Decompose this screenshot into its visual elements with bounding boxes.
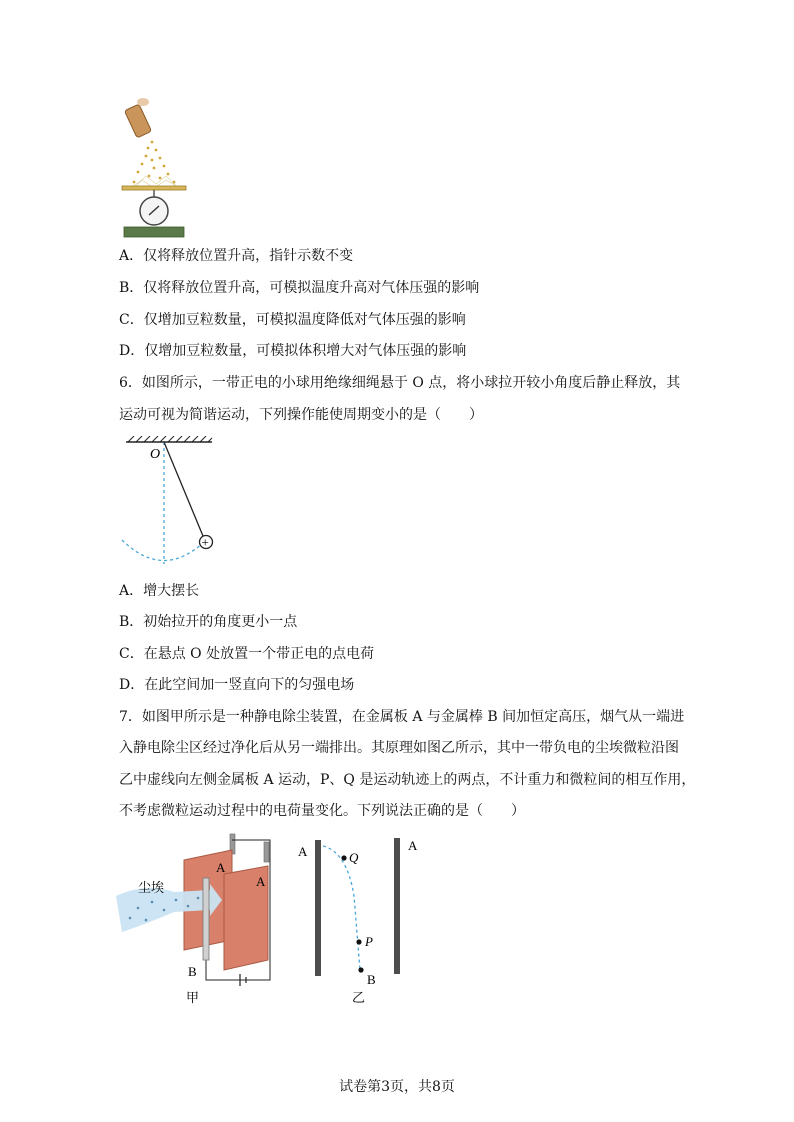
q6-option-d: D．在此空间加一竖直向下的匀强电场: [119, 677, 355, 693]
cup-icon: [124, 98, 151, 138]
ceiling-hatch: [128, 436, 212, 442]
q5-option-a: A．仅将释放位置升高，指针示数不变: [119, 248, 354, 264]
point-q-label: Q: [349, 850, 359, 865]
figure-jia-caption: 甲: [186, 990, 200, 1005]
q6-stem-line-1: 6．如图所示，一带正电的小球用绝缘细绳悬于 O 点，将小球拉开较小角度后静止释放，其: [119, 375, 681, 391]
q5-option-d: D．仅增加豆粒数量，可模拟体积增大对气体压强的影响: [119, 343, 467, 359]
q6-option-a: A．增大摆长: [119, 583, 200, 599]
q5-option-c: C．仅增加豆粒数量，可模拟温度降低对气体压强的影响: [119, 312, 466, 328]
rod-b-label-yi: B: [367, 972, 376, 987]
pendulum-figure: [116, 436, 226, 568]
rod-b-label: B: [188, 964, 197, 979]
right-plate-label: A: [408, 838, 418, 853]
figure-yi-caption: 乙: [352, 990, 366, 1005]
q5-option-b: B．仅将释放位置升高，可模拟温度升高对气体压强的影响: [119, 280, 480, 296]
rod-b-dot: [358, 967, 363, 972]
left-plate-a: [315, 840, 321, 976]
figure-yi-trajectory: [292, 836, 426, 1008]
left-plate-label: A: [298, 844, 308, 859]
q7-stem-line-2: 入静电除尘区经过净化后从另一端排出。其原理如图乙所示，其中一带负电的尘埃微粒沿图: [119, 740, 679, 756]
q6-option-c: C．在悬点 O 处放置一个带正电的点电荷: [119, 646, 375, 662]
plate-a-label-front: A: [256, 874, 266, 889]
plate-a-label-back: A: [216, 860, 226, 875]
point-p-label: P: [365, 934, 373, 949]
metal-rod-b: [203, 878, 209, 960]
falling-beans: [133, 141, 176, 184]
point-p-dot: [356, 939, 361, 944]
q7-stem-line-3: 乙中虚线向左侧金属板 A 运动，P、Q 是运动轨迹上的两点，不计重力和微粒间的相互作用，: [119, 772, 696, 788]
charge-sign: +: [201, 534, 209, 550]
pivot-label-o: O: [150, 447, 161, 462]
pendulum-string: [164, 442, 203, 536]
point-q-dot: [341, 855, 346, 860]
bean-scale-figure: [116, 98, 192, 240]
right-plate-a: [394, 838, 400, 974]
q7-stem-line-1: 7．如图甲所示是一种静电除尘装置，在金属板 A 与金属棒 B 间加恒定高压，烟气从一端进: [119, 709, 685, 725]
page-footer: 试卷第3页，共8页: [339, 1079, 455, 1095]
scale-pan: [122, 186, 186, 190]
q7-stem-line-4: 不考虑微粒运动过程中的电荷量变化。下列说法正确的是（ ）: [119, 803, 525, 819]
q6-stem-line-2: 运动可视为简谐运动，下列操作能使周期变小的是（ ）: [119, 407, 483, 423]
dust-label: 尘埃: [138, 880, 165, 895]
figure-jia-precipitator: [116, 830, 286, 1012]
q6-option-b: B．初始拉开的角度更小一点: [119, 614, 298, 630]
scale-base: [124, 227, 184, 237]
